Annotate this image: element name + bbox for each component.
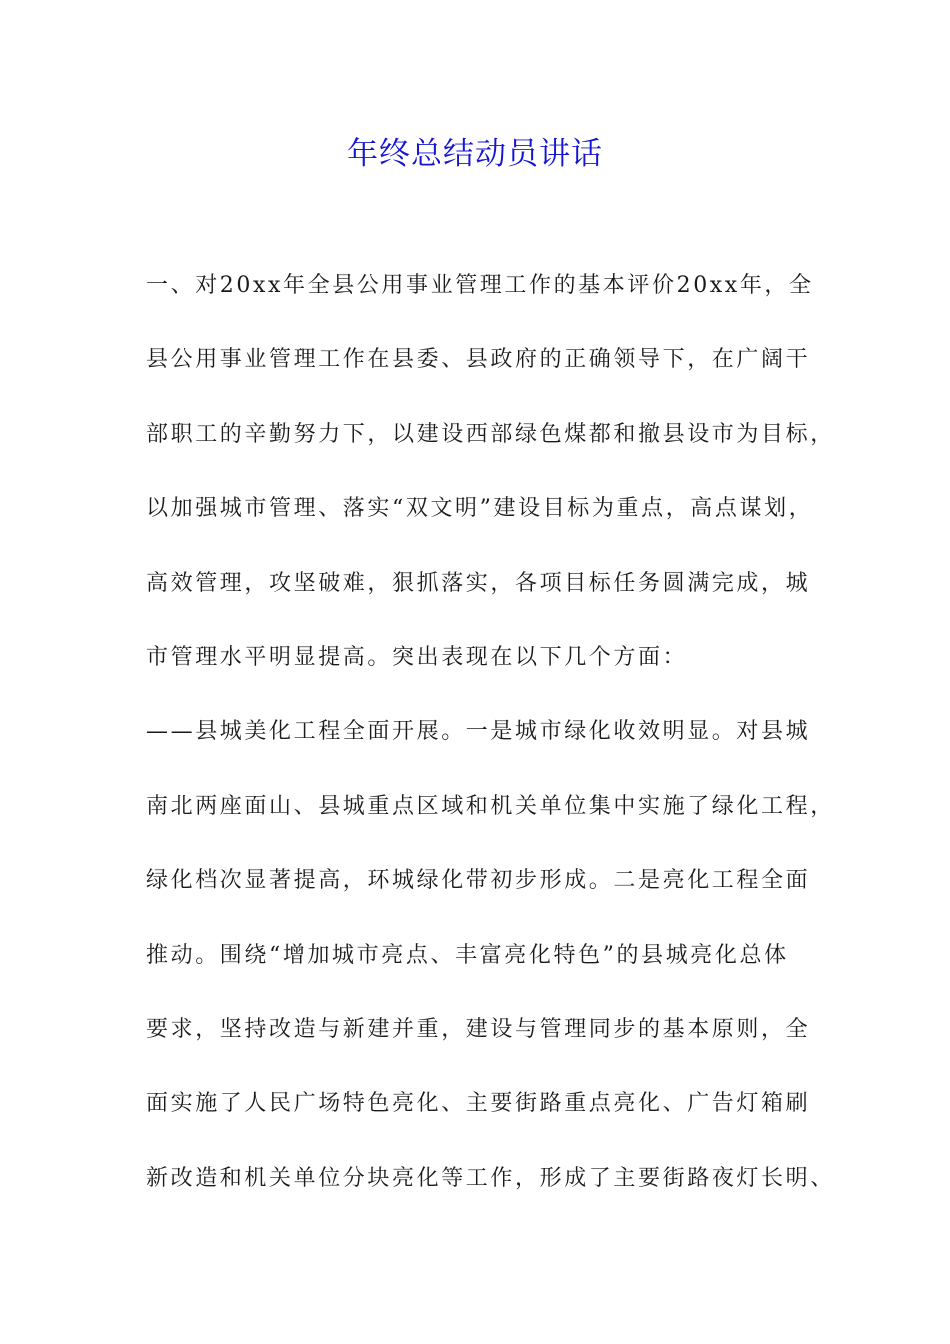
body-line: 新改造和机关单位分块亮化等工作，形成了主要街路夜灯长明、 xyxy=(146,1165,835,1191)
body-line: 要求，坚持改造与新建并重，建设与管理同步的基本原则，全 xyxy=(146,1016,811,1042)
body-line: 市管理水平明显提高。突出表现在以下几个方面： xyxy=(146,644,688,670)
body-line: ——县城美化工程全面开展。一是城市绿化收效明显。对县城 xyxy=(146,719,811,745)
body-line: 以加强城市管理、落实“双文明”建设目标为重点，高点谋划， xyxy=(146,496,814,522)
document-title: 年终总结动员讲话 xyxy=(347,136,603,172)
body-line: 推动。围绕“增加城市亮点、丰富亮化特色”的县城亮化总体 xyxy=(146,942,789,968)
document-body xyxy=(146,262,835,1229)
body-line: 南北两座面山、县城重点区域和机关单位集中实施了绿化工程， xyxy=(146,793,835,819)
body-line: 绿化档次显著提高，环城绿化带初步形成。二是亮化工程全面 xyxy=(146,868,811,894)
body-line: 一、对20xx年全县公用事业管理工作的基本评价20xx年，全 xyxy=(146,273,814,298)
body-line: 高效管理，攻坚破难，狠抓落实，各项目标任务圆满完成，城 xyxy=(146,570,811,596)
body-line: 县公用事业管理工作在县委、县政府的正确领导下，在广阔干 xyxy=(146,347,811,373)
body-line: 面实施了人民广场特色亮化、主要街路重点亮化、广告灯箱刷 xyxy=(146,1091,811,1117)
body-line: 部职工的辛勤努力下，以建设西部绿色煤都和撤县设市为目标， xyxy=(146,421,835,447)
